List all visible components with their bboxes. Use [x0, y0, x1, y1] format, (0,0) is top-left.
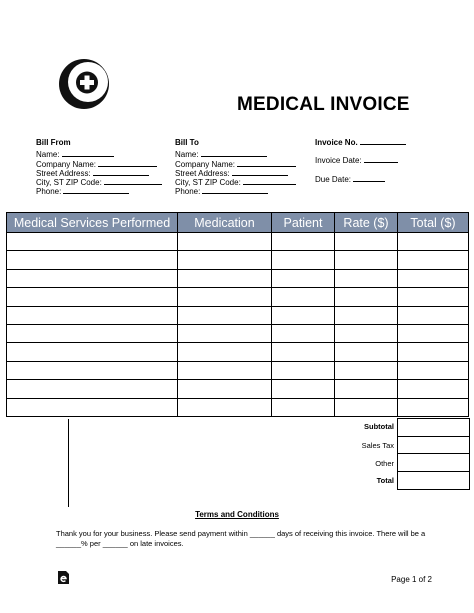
totals-divider-line [68, 419, 69, 507]
table-cell[interactable] [398, 306, 469, 324]
bill-to-name-field[interactable] [201, 150, 267, 157]
table-cell[interactable] [398, 324, 469, 342]
table-cell[interactable] [335, 288, 398, 306]
table-cell[interactable] [398, 398, 469, 416]
table-cell[interactable] [335, 251, 398, 269]
other-label: Other [375, 459, 394, 468]
table-cell[interactable] [272, 288, 335, 306]
table-cell[interactable] [7, 380, 178, 398]
column-header-rate: Rate ($) [335, 213, 398, 233]
table-row [7, 398, 469, 416]
column-header-services: Medical Services Performed [7, 213, 178, 233]
table-cell[interactable] [335, 343, 398, 361]
table-cell[interactable] [272, 361, 335, 379]
table-cell[interactable] [178, 306, 272, 324]
invoice-meta-section [315, 138, 406, 184]
bill-to-street-field[interactable] [232, 169, 288, 176]
table-cell[interactable] [7, 343, 178, 361]
due-date-field[interactable] [353, 175, 385, 182]
column-header-medication: Medication [178, 213, 272, 233]
table-row [7, 233, 469, 251]
table-cell[interactable] [335, 233, 398, 251]
due-date-label: Due Date: [315, 174, 352, 184]
table-cell[interactable] [7, 288, 178, 306]
bill-from-phone-label: Phone: [36, 187, 62, 197]
table-cell[interactable] [7, 398, 178, 416]
invoice-date-field[interactable] [364, 156, 398, 163]
bill-to-company-label: Company Name: [175, 159, 236, 169]
table-row [7, 251, 469, 269]
bill-to-company-field[interactable] [237, 160, 296, 167]
table-cell[interactable] [178, 361, 272, 379]
table-cell[interactable] [335, 324, 398, 342]
bill-from-company-label: Company Name: [36, 159, 97, 169]
table-cell[interactable] [178, 288, 272, 306]
bill-from-phone-field[interactable] [63, 187, 129, 194]
table-cell[interactable] [398, 380, 469, 398]
table-row [7, 269, 469, 287]
bill-from-city-field[interactable] [104, 178, 162, 185]
table-cell[interactable] [272, 269, 335, 287]
total-field[interactable] [397, 472, 470, 490]
sales-tax-label: Sales Tax [361, 441, 394, 450]
column-header-total: Total ($) [398, 213, 469, 233]
table-cell[interactable] [178, 343, 272, 361]
medical-cross-icon [56, 56, 112, 112]
table-row [7, 380, 469, 398]
table-cell[interactable] [7, 324, 178, 342]
table-cell[interactable] [398, 288, 469, 306]
terms-text: Thank you for your business. Please send payment within ______ days of receiving this invoice. There will be a ______% per ______ on late invoices. [56, 529, 426, 548]
table-cell[interactable] [178, 398, 272, 416]
bill-from-street-label: Street Address: [36, 168, 91, 178]
table-cell[interactable] [272, 233, 335, 251]
bill-to-street-label: Street Address: [175, 168, 230, 178]
table-cell[interactable] [335, 380, 398, 398]
table-row [7, 343, 469, 361]
table-cell[interactable] [7, 269, 178, 287]
table-cell[interactable] [335, 306, 398, 324]
bill-to-city-label: City, ST ZIP Code: [175, 178, 241, 188]
table-cell[interactable] [272, 343, 335, 361]
invoice-no-field[interactable] [360, 138, 406, 145]
table-cell[interactable] [7, 251, 178, 269]
bill-to-city-field[interactable] [243, 178, 296, 185]
table-cell[interactable] [398, 233, 469, 251]
terms-heading: Terms and Conditions [195, 510, 279, 519]
bill-from-name-field[interactable] [62, 150, 114, 157]
table-cell[interactable] [178, 269, 272, 287]
sales-tax-field[interactable] [397, 436, 470, 454]
table-row [7, 324, 469, 342]
table-row [7, 288, 469, 306]
bill-from-company-field[interactable] [98, 160, 157, 167]
table-row [7, 306, 469, 324]
table-cell[interactable] [272, 306, 335, 324]
invoice-date-label: Invoice Date: [315, 156, 362, 166]
table-cell[interactable] [7, 306, 178, 324]
subtotal-label: Subtotal [364, 422, 394, 431]
table-cell[interactable] [178, 251, 272, 269]
table-cell[interactable] [335, 398, 398, 416]
page-number: Page 1 of 2 [391, 575, 432, 584]
table-cell[interactable] [272, 324, 335, 342]
bill-to-heading: Bill To [175, 138, 199, 147]
bill-to-section [175, 138, 296, 197]
table-cell[interactable] [398, 269, 469, 287]
table-row [7, 361, 469, 379]
table-cell[interactable] [398, 361, 469, 379]
column-header-patient: Patient [272, 213, 335, 233]
subtotal-field[interactable] [397, 418, 470, 437]
bill-to-name-label: Name: [175, 150, 199, 160]
table-cell[interactable] [335, 269, 398, 287]
services-table [6, 212, 469, 417]
table-cell[interactable] [7, 233, 178, 251]
table-cell[interactable] [178, 233, 272, 251]
table-cell[interactable] [7, 361, 178, 379]
total-label: Total [376, 476, 394, 485]
table-cell[interactable] [178, 380, 272, 398]
page-title: MEDICAL INVOICE [237, 94, 410, 115]
bill-to-phone-field[interactable] [202, 187, 268, 194]
other-field[interactable] [397, 454, 470, 472]
table-cell[interactable] [398, 251, 469, 269]
table-cell[interactable] [178, 324, 272, 342]
table-header-row [7, 213, 469, 233]
bill-from-name-label: Name: [36, 150, 60, 160]
bill-from-street-field[interactable] [93, 169, 149, 176]
bill-from-heading: Bill From [36, 138, 71, 147]
table-cell[interactable] [272, 251, 335, 269]
table-cell[interactable] [335, 361, 398, 379]
table-cell[interactable] [398, 343, 469, 361]
table-cell[interactable] [272, 380, 335, 398]
bill-from-city-label: City, ST ZIP Code: [36, 178, 102, 188]
bill-to-phone-label: Phone: [175, 187, 201, 197]
eforms-logo-icon [58, 571, 69, 584]
table-cell[interactable] [272, 398, 335, 416]
invoice-no-label: Invoice No. [315, 138, 358, 147]
bill-from-section [36, 138, 162, 197]
